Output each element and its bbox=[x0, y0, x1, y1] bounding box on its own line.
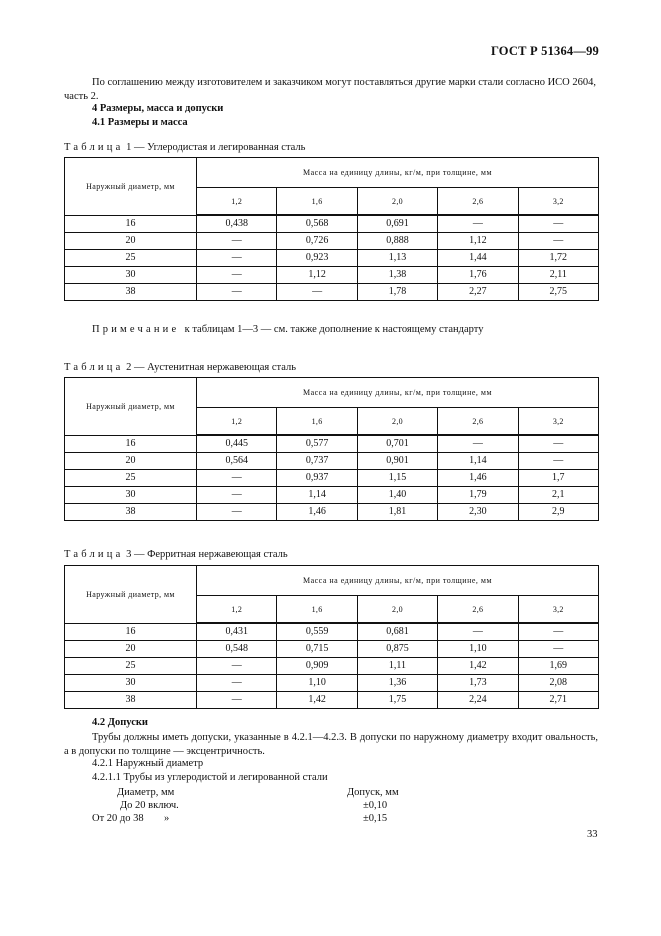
table-row bbox=[65, 435, 599, 453]
table-cell: 1,40 bbox=[357, 487, 437, 504]
table-cell: 0,923 bbox=[277, 250, 357, 267]
table-cell: 20 bbox=[65, 453, 197, 470]
thickness-header: 1,2 bbox=[197, 596, 277, 624]
table-row bbox=[65, 487, 599, 504]
column-header-mass: Масса на единицу длины, кг/м, при толщине, мм bbox=[197, 378, 599, 408]
table-3-title bbox=[64, 549, 288, 560]
table-cell: 1,46 bbox=[277, 504, 357, 521]
table-cell: 1,11 bbox=[357, 658, 437, 675]
table-cell: 16 bbox=[65, 215, 197, 233]
table-cell: 0,901 bbox=[357, 453, 437, 470]
thickness-header: 3,2 bbox=[518, 596, 598, 624]
table-cell: 20 bbox=[65, 641, 197, 658]
table-cell: 2,75 bbox=[518, 284, 598, 301]
table-cell: 1,75 bbox=[357, 692, 437, 709]
dim-header-tolerance: Допуск, мм bbox=[347, 787, 399, 798]
thickness-header: 2,6 bbox=[438, 596, 518, 624]
table-row bbox=[65, 284, 599, 301]
table-cell: 1,42 bbox=[277, 692, 357, 709]
table-cell: 0,445 bbox=[197, 435, 277, 453]
table-cell: — bbox=[197, 675, 277, 692]
table-row bbox=[65, 215, 599, 233]
table-cell: 0,438 bbox=[197, 215, 277, 233]
table-cell: — bbox=[197, 692, 277, 709]
table-cell: 1,69 bbox=[518, 658, 598, 675]
thickness-header: 1,6 bbox=[277, 188, 357, 216]
table-cell: — bbox=[438, 623, 518, 641]
table-cell: 1,78 bbox=[357, 284, 437, 301]
table-cell: — bbox=[197, 487, 277, 504]
table-cell: 1,7 bbox=[518, 470, 598, 487]
table-cell: 0,691 bbox=[357, 215, 437, 233]
table-cell: — bbox=[518, 641, 598, 658]
table-cell: 16 bbox=[65, 623, 197, 641]
table-cell: — bbox=[197, 267, 277, 284]
dim-header-diameter: Диаметр, мм bbox=[117, 787, 175, 798]
thickness-header: 2,0 bbox=[357, 596, 437, 624]
dim-tolerance: ±0,10 bbox=[363, 800, 388, 811]
table-row bbox=[65, 250, 599, 267]
table-cell: — bbox=[438, 435, 518, 453]
table-cell: 1,10 bbox=[277, 675, 357, 692]
table-cell: — bbox=[518, 453, 598, 470]
table-cell: 0,559 bbox=[277, 623, 357, 641]
table-cell: 0,737 bbox=[277, 453, 357, 470]
table-cell: 38 bbox=[65, 504, 197, 521]
table-cell: 0,937 bbox=[277, 470, 357, 487]
dim-diameter: До 20 включ. bbox=[120, 800, 179, 811]
table-cell: 2,71 bbox=[518, 692, 598, 709]
table-cell: 25 bbox=[65, 250, 197, 267]
table-cell: 1,46 bbox=[438, 470, 518, 487]
thickness-header: 1,6 bbox=[277, 408, 357, 436]
table-cell: 0,726 bbox=[277, 233, 357, 250]
table-cell: 0,681 bbox=[357, 623, 437, 641]
dim-tolerance: ±0,15 bbox=[363, 813, 388, 824]
table-cell: 1,81 bbox=[357, 504, 437, 521]
table-cell: — bbox=[277, 284, 357, 301]
table-cell: 0,875 bbox=[357, 641, 437, 658]
table-3 bbox=[64, 565, 599, 709]
table-cell: — bbox=[518, 215, 598, 233]
table-cell: 1,12 bbox=[277, 267, 357, 284]
table-row bbox=[65, 504, 599, 521]
table-cell: 0,888 bbox=[357, 233, 437, 250]
table-cell: 1,14 bbox=[438, 453, 518, 470]
table-row bbox=[65, 453, 599, 470]
thickness-header: 1,2 bbox=[197, 408, 277, 436]
table-cell: 0,431 bbox=[197, 623, 277, 641]
table-title-text: 1 — Углеродистая и легированная сталь bbox=[126, 142, 306, 153]
table-cell: 2,11 bbox=[518, 267, 598, 284]
table-note bbox=[92, 324, 483, 335]
table-cell: 1,79 bbox=[438, 487, 518, 504]
table-cell: 1,36 bbox=[357, 675, 437, 692]
table-row bbox=[65, 267, 599, 284]
intro-paragraph: По соглашению между изготовителем и заказчиком могут поставляться другие марки стали согласно ИСО 2604, часть 2. bbox=[64, 77, 596, 102]
table-cell: 30 bbox=[65, 487, 197, 504]
table-cell: 0,564 bbox=[197, 453, 277, 470]
section-4-heading: 4 Размеры, масса и допуски bbox=[92, 103, 224, 114]
table-2-title bbox=[64, 362, 296, 373]
page-number: 33 bbox=[587, 829, 598, 840]
thickness-header: 2,6 bbox=[438, 408, 518, 436]
table-cell: 0,701 bbox=[357, 435, 437, 453]
table-cell: — bbox=[197, 504, 277, 521]
thickness-header: 1,6 bbox=[277, 596, 357, 624]
table-row bbox=[65, 658, 599, 675]
table-title-text: 3 — Ферритная нержавеющая сталь bbox=[126, 549, 288, 560]
thickness-header: 2,0 bbox=[357, 188, 437, 216]
item-4-2-1: 4.2.1 Наружный диаметр bbox=[92, 758, 204, 769]
table-cell: — bbox=[197, 284, 277, 301]
table-label: Таблица bbox=[64, 142, 124, 153]
table-cell: 1,72 bbox=[518, 250, 598, 267]
table-cell: 0,548 bbox=[197, 641, 277, 658]
table-cell: — bbox=[197, 658, 277, 675]
table-cell: 1,14 bbox=[277, 487, 357, 504]
table-cell: 1,38 bbox=[357, 267, 437, 284]
table-cell: 25 bbox=[65, 658, 197, 675]
table-label: Таблица bbox=[64, 362, 124, 373]
table-row bbox=[65, 623, 599, 641]
table-cell: — bbox=[197, 470, 277, 487]
table-2 bbox=[64, 377, 599, 521]
table-cell: 0,568 bbox=[277, 215, 357, 233]
table-cell: — bbox=[518, 435, 598, 453]
table-cell: 1,44 bbox=[438, 250, 518, 267]
table-cell: 2,27 bbox=[438, 284, 518, 301]
table-cell: 2,30 bbox=[438, 504, 518, 521]
table-title-text: 2 — Аустенитная нержавеющая сталь bbox=[126, 362, 297, 373]
thickness-header: 3,2 bbox=[518, 408, 598, 436]
table-cell: — bbox=[197, 250, 277, 267]
table-cell: — bbox=[197, 233, 277, 250]
table-cell: 1,15 bbox=[357, 470, 437, 487]
table-1 bbox=[64, 157, 599, 301]
table-cell: 20 bbox=[65, 233, 197, 250]
table-cell: 2,9 bbox=[518, 504, 598, 521]
table-cell: 38 bbox=[65, 692, 197, 709]
tolerances-paragraph: Трубы должны иметь допуски, указанные в 4.2.1—4.2.3. В допуски по наружному диаметру входит овальность, а в допуски по толщине — эксцентричность. bbox=[64, 732, 598, 757]
dim-ditto-mark: » bbox=[164, 813, 170, 824]
table-cell: 0,715 bbox=[277, 641, 357, 658]
table-row bbox=[65, 233, 599, 250]
table-cell: — bbox=[518, 233, 598, 250]
section-4-2-heading: 4.2 Допуски bbox=[92, 717, 148, 728]
column-header-diameter: Наружный диаметр, мм bbox=[65, 378, 197, 436]
thickness-header: 2,0 bbox=[357, 408, 437, 436]
dim-diameter: От 20 до 38 bbox=[92, 813, 144, 824]
thickness-header: 1,2 bbox=[197, 188, 277, 216]
table-cell: 38 bbox=[65, 284, 197, 301]
page-header: ГОСТ Р 51364—99 bbox=[490, 44, 599, 58]
table-cell: 0,577 bbox=[277, 435, 357, 453]
table-cell: — bbox=[518, 623, 598, 641]
table-row bbox=[65, 675, 599, 692]
column-header-diameter: Наружный диаметр, мм bbox=[65, 566, 197, 624]
note-label: Примечание bbox=[92, 324, 180, 335]
note-text: к таблицам 1—3 — см. также дополнение к настоящему стандарту bbox=[184, 324, 484, 335]
table-cell: 25 bbox=[65, 470, 197, 487]
thickness-header: 2,6 bbox=[438, 188, 518, 216]
table-cell: 2,08 bbox=[518, 675, 598, 692]
table-cell: 1,76 bbox=[438, 267, 518, 284]
item-4-2-1-1: 4.2.1.1 Трубы из углеродистой и легированной стали bbox=[92, 772, 328, 783]
table-cell: 1,12 bbox=[438, 233, 518, 250]
column-header-diameter: Наружный диаметр, мм bbox=[65, 158, 197, 216]
table-row bbox=[65, 470, 599, 487]
table-cell: — bbox=[438, 215, 518, 233]
section-4-1-heading: 4.1 Размеры и масса bbox=[92, 117, 188, 128]
table-1-title bbox=[64, 142, 305, 153]
thickness-header: 3,2 bbox=[518, 188, 598, 216]
table-cell: 2,1 bbox=[518, 487, 598, 504]
table-cell: 1,10 bbox=[438, 641, 518, 658]
table-cell: 1,42 bbox=[438, 658, 518, 675]
table-cell: 16 bbox=[65, 435, 197, 453]
table-cell: 0,909 bbox=[277, 658, 357, 675]
table-cell: 30 bbox=[65, 267, 197, 284]
table-row bbox=[65, 692, 599, 709]
table-label: Таблица bbox=[64, 549, 124, 560]
table-row bbox=[65, 641, 599, 658]
table-cell: 30 bbox=[65, 675, 197, 692]
table-cell: 1,13 bbox=[357, 250, 437, 267]
table-cell: 2,24 bbox=[438, 692, 518, 709]
column-header-mass: Масса на единицу длины, кг/м, при толщине, мм bbox=[197, 566, 599, 596]
column-header-mass: Масса на единицу длины, кг/м, при толщине, мм bbox=[197, 158, 599, 188]
table-cell: 1,73 bbox=[438, 675, 518, 692]
